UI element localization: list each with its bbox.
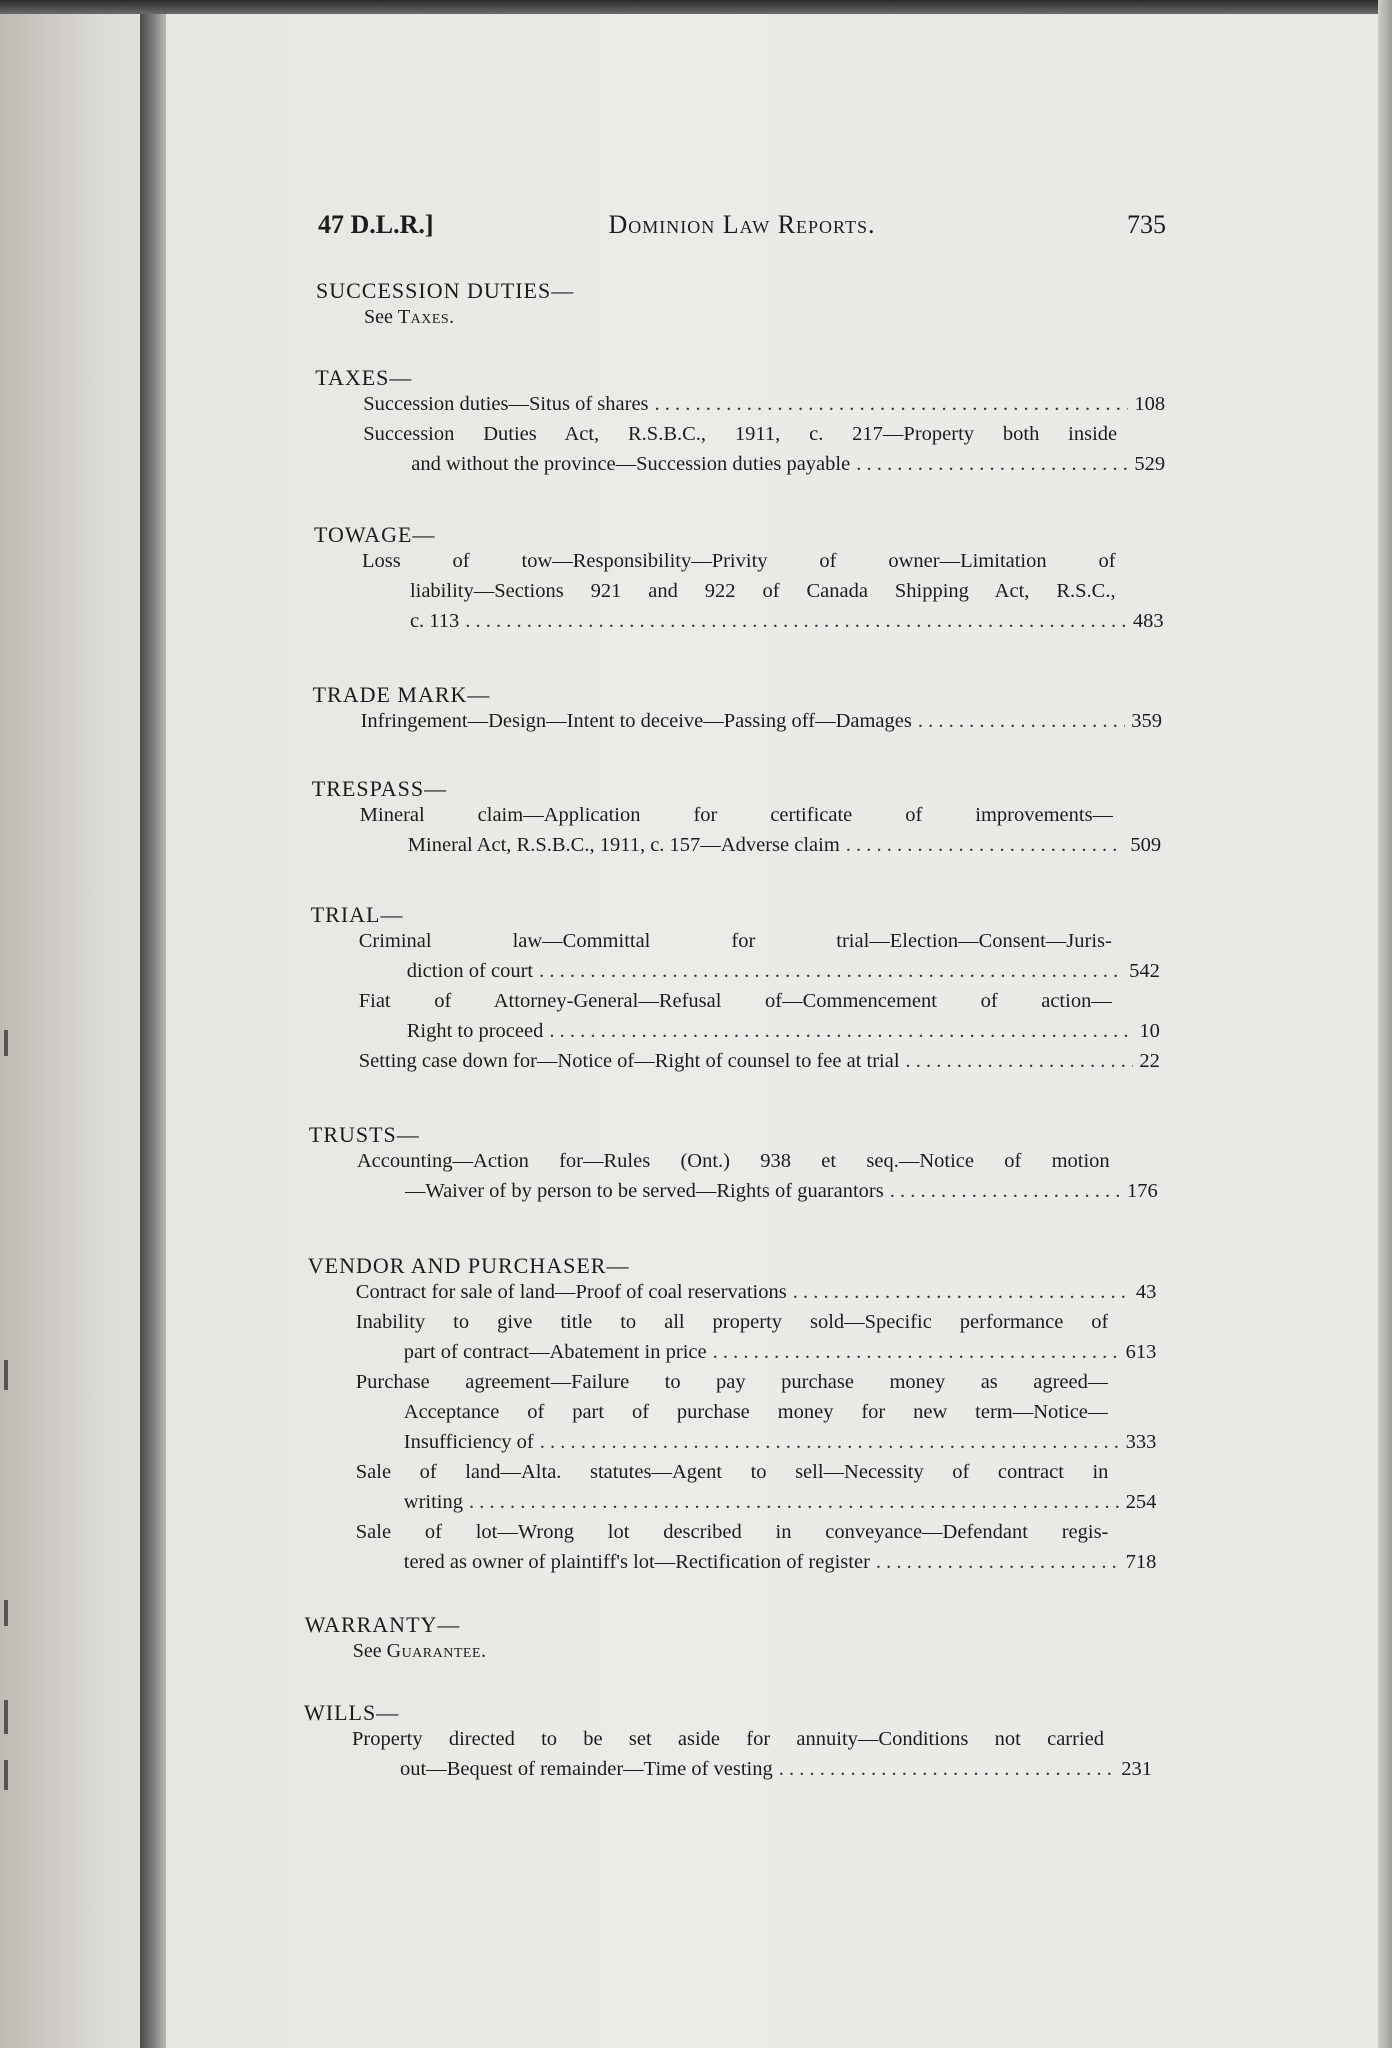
index-entry-line-wrapped xyxy=(360,804,1113,827)
index-heading: WARRANTY— xyxy=(304,1612,461,1637)
entry-page-number: 333 xyxy=(1125,1431,1157,1453)
index-entry-line-wrapped xyxy=(352,1728,1104,1751)
margin-mark xyxy=(4,1700,8,1734)
entry-text: Loss of tow—Responsibility—Privity of owner—Limitation of xyxy=(361,550,1116,572)
margin-mark xyxy=(4,1360,8,1390)
index-entry-line-wrapped xyxy=(359,990,1112,1013)
entry-text: diction of court xyxy=(406,960,534,982)
index-entry-line xyxy=(363,393,1165,416)
entry-text: liability—Sections 921 and 922 of Canada Shipping Act, R.S.C., xyxy=(409,580,1116,602)
scan-top-edge xyxy=(0,0,1392,14)
leader-dots xyxy=(856,453,1128,476)
entry-text: Setting case down for—Notice of—Right of counsel to fee at trial xyxy=(358,1050,900,1072)
index-heading: TRUSTS— xyxy=(308,1122,420,1147)
index-entry-line xyxy=(356,1281,1157,1304)
entry-text: tered as owner of plaintiff's lot—Rectification of register xyxy=(403,1551,870,1573)
leader-dots xyxy=(876,1551,1120,1574)
entry-text: Insufficiency of xyxy=(403,1431,534,1453)
see-reference: Guarantee. xyxy=(386,1640,487,1662)
entry-page-number: 231 xyxy=(1121,1758,1152,1780)
index-entry-line-wrapped xyxy=(356,1521,1109,1544)
entry-page-number: 529 xyxy=(1134,453,1166,475)
entry-page-number: 22 xyxy=(1139,1050,1160,1072)
index-heading: VENDOR AND PURCHASER— xyxy=(307,1253,630,1278)
entry-page-number: 10 xyxy=(1139,1020,1160,1042)
entry-text: Fiat of Attorney-General—Refusal of—Commencement of action— xyxy=(358,990,1112,1012)
volume-label: 47 D.L.R.] xyxy=(318,210,434,239)
leader-dots xyxy=(846,834,1125,857)
index-entry-line-wrapped xyxy=(363,423,1117,446)
index-entry-line xyxy=(407,1020,1160,1043)
entry-page-number: 359 xyxy=(1131,710,1162,732)
page-number: 735 xyxy=(1127,210,1166,239)
leader-dots xyxy=(779,1758,1116,1781)
index-heading: TRIAL— xyxy=(310,902,404,927)
facing-page-edge xyxy=(0,0,140,2048)
index-entry-line xyxy=(411,453,1165,476)
leader-dots xyxy=(918,710,1125,733)
running-header xyxy=(318,210,1166,250)
see-reference: Taxes. xyxy=(397,306,455,328)
index-heading: TRESPASS— xyxy=(311,776,448,801)
leader-dots xyxy=(549,1020,1133,1043)
entry-page-number: 483 xyxy=(1132,610,1164,632)
index-entry-line xyxy=(404,1551,1157,1574)
index-entry-line xyxy=(404,1431,1157,1454)
cross-reference xyxy=(364,306,455,329)
index-entry-line-wrapped xyxy=(359,930,1112,953)
index-entry-line xyxy=(359,1050,1160,1073)
entry-page-number: 176 xyxy=(1126,1180,1158,1202)
entry-text: Succession Duties Act, R.S.B.C., 1911, c. 217—Property both inside xyxy=(363,423,1118,445)
leader-dots xyxy=(655,393,1129,416)
leader-dots xyxy=(906,1050,1134,1073)
leader-dots xyxy=(539,960,1123,983)
index-entry-line xyxy=(361,710,1162,733)
entry-page-number: 43 xyxy=(1135,1281,1157,1303)
page-title: Dominion Law Reports. xyxy=(608,210,876,239)
index-entry-line xyxy=(407,960,1160,983)
book-gutter xyxy=(140,0,166,2048)
index-entry-line-wrapped xyxy=(410,580,1116,603)
entry-text: Criminal law—Committal for trial—Election—Consent—Juris- xyxy=(358,930,1112,952)
see-prefix: See xyxy=(352,1640,382,1662)
index-heading: SUCCESSION DUTIES— xyxy=(316,278,575,303)
margin-mark xyxy=(4,1030,8,1056)
index-entry-line-wrapped xyxy=(356,1461,1109,1484)
index-entry-line xyxy=(408,834,1161,857)
entry-text: Mineral claim—Application for certificate of improvements— xyxy=(359,804,1114,826)
margin-mark xyxy=(4,1600,8,1626)
entry-text: and without the province—Succession duties payable xyxy=(411,453,851,475)
leader-dots xyxy=(469,1491,1120,1514)
entry-text: Accounting—Action for—Rules (Ont.) 938 et seq.—Notice of motion xyxy=(356,1150,1110,1172)
leader-dots xyxy=(793,1281,1130,1304)
index-entry-line xyxy=(410,610,1164,633)
entry-text: out—Bequest of remainder—Time of vesting xyxy=(400,1758,773,1780)
index-entry-line xyxy=(404,1341,1157,1364)
index-heading: TRADE MARK— xyxy=(312,682,491,707)
entry-text: Infringement—Design—Intent to deceive—Passing off—Damages xyxy=(360,710,912,732)
index-entry-line xyxy=(400,1758,1152,1781)
index-entry-line xyxy=(404,1491,1157,1514)
scan-right-edge xyxy=(1378,0,1392,2048)
index-entry-line-wrapped xyxy=(357,1150,1110,1173)
index-entry-line-wrapped xyxy=(356,1311,1109,1334)
entry-text: writing xyxy=(403,1491,463,1513)
leader-dots xyxy=(465,610,1127,633)
entry-page-number: 542 xyxy=(1129,960,1160,982)
index-entry-line-wrapped xyxy=(362,550,1116,573)
entry-text: Contract for sale of land—Proof of coal reservations xyxy=(355,1281,787,1303)
entry-text: Acceptance of part of purchase money for new term—Notice— xyxy=(403,1401,1109,1423)
leader-dots xyxy=(540,1431,1120,1454)
entry-text: Inability to give title to all property sold—Specific performance of xyxy=(355,1311,1109,1333)
index-heading: TOWAGE— xyxy=(313,522,436,547)
entry-page-number: 509 xyxy=(1130,834,1162,856)
entry-text: Succession duties—Situs of shares xyxy=(363,393,649,415)
entry-text: Mineral Act, R.S.B.C., 1911, c. 157—Adverse claim xyxy=(407,834,840,856)
index-entry-line-wrapped xyxy=(356,1371,1109,1394)
entry-page-number: 108 xyxy=(1134,393,1166,415)
entry-page-number: 718 xyxy=(1125,1551,1157,1573)
index-entry-line xyxy=(405,1180,1158,1203)
entry-page-number: 254 xyxy=(1125,1491,1157,1513)
entry-text: Sale of lot—Wrong lot described in conveyance—Defendant regis- xyxy=(355,1521,1109,1543)
index-heading: WILLS— xyxy=(304,1700,400,1725)
entry-text: c. 113 xyxy=(409,610,460,632)
index-heading: TAXES— xyxy=(315,365,413,390)
see-prefix: See xyxy=(364,306,393,328)
entry-page-number: 613 xyxy=(1125,1341,1157,1363)
entry-text: Sale of land—Alta. statutes—Agent to sell—Necessity of contract in xyxy=(355,1461,1109,1483)
entry-text: Property directed to be set aside for annuity—Conditions not carried xyxy=(352,1728,1104,1750)
entry-text: —Waiver of by person to be served—Rights of guarantors xyxy=(404,1180,884,1202)
entry-text: Right to proceed xyxy=(406,1020,544,1042)
cross-reference xyxy=(353,1640,487,1663)
margin-mark xyxy=(4,1760,8,1790)
leader-dots xyxy=(713,1341,1120,1364)
entry-text: part of contract—Abatement in price xyxy=(403,1341,707,1363)
index-entry-line-wrapped xyxy=(404,1401,1109,1424)
leader-dots xyxy=(890,1180,1121,1203)
entry-text: Purchase agreement—Failure to pay purchase money as agreed— xyxy=(355,1371,1109,1393)
